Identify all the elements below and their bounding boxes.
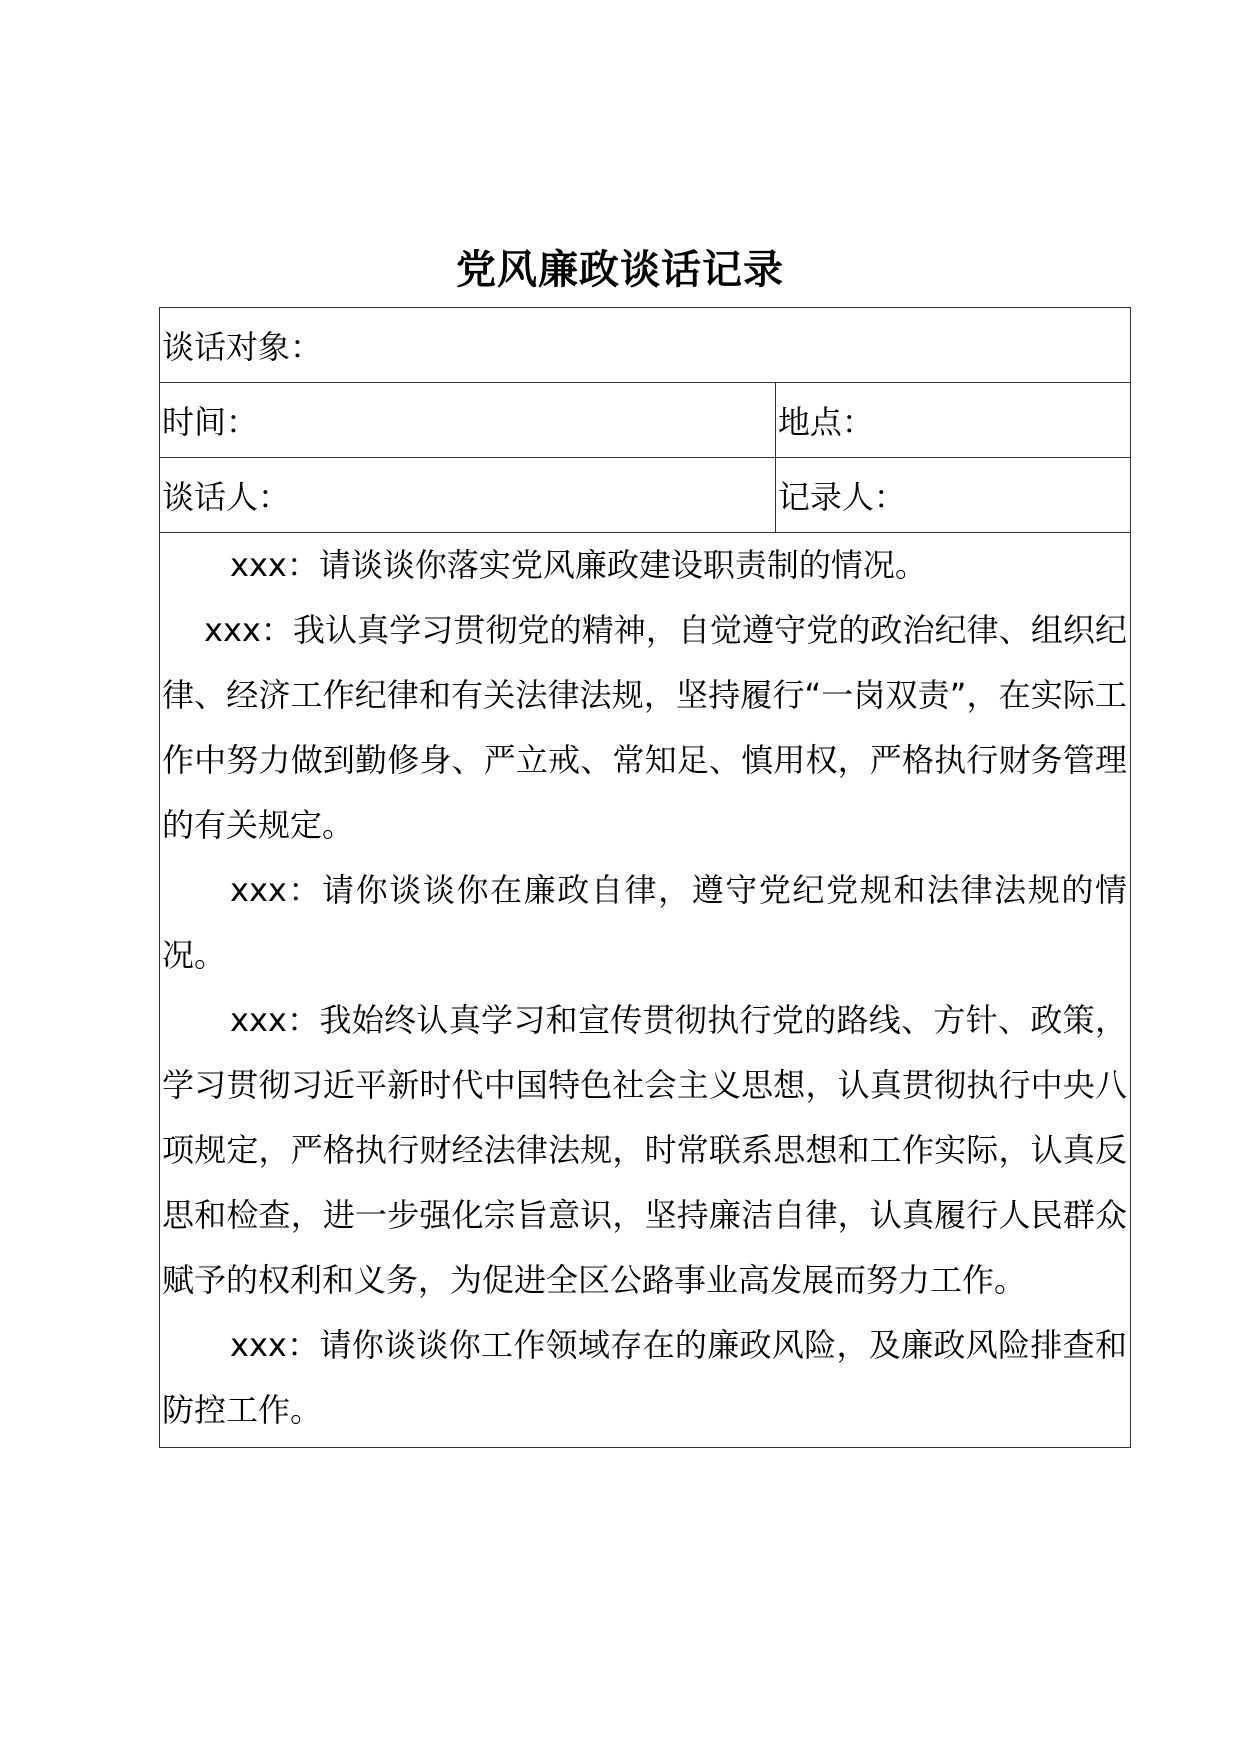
question-paragraph-2: xxx：请你谈谈你在廉政自律，遵守党纪党规和法律法规的情况。: [162, 871, 1127, 974]
interviewer-field[interactable]: 谈话人：: [160, 458, 776, 533]
transcript-cell[interactable]: [160, 533, 1131, 1448]
subject-row: [160, 308, 1131, 383]
question-paragraph-3: xxx：请你谈谈你工作领域存在的廉政风险，及廉政风险排查和防控工作。: [162, 1326, 1127, 1429]
interviewer-recorder-row: [160, 458, 1131, 533]
transcript-row: [160, 533, 1131, 1448]
record-table: [159, 307, 1131, 1448]
question-paragraph-1: xxx：请谈谈你落实党风廉政建设职责制的情况。: [230, 546, 927, 584]
recorder-field[interactable]: 记录人：: [775, 458, 1130, 533]
location-field[interactable]: 地点：: [775, 383, 1130, 458]
time-location-row: [160, 383, 1131, 458]
answer-paragraph-2: xxx：我始终认真学习和宣传贯彻执行党的路线、方针、政策，学习贯彻习近平新时代中国特色社会主义思想，认真贯彻执行中央八项规定，严格执行财经法律法规，时常联系思想和工作实际，认真反思和检查，进一步强化宗旨意识，坚持廉洁自律，认真履行人民群众赋予的权利和义务，为促进全区公路事业高发展而努力工作。: [162, 1001, 1127, 1299]
answer-paragraph-1: xxx：我认真学习贯彻党的精神，自觉遵守党的政治纪律、组织纪律、经济工作纪律和有关法律法规，坚持履行“一岗双责”，在实际工作中努力做到勤修身、严立戒、常知足、慎用权，严格执行财务管理的有关规定。: [162, 611, 1127, 844]
subject-field[interactable]: 谈话对象：: [160, 308, 1131, 383]
document-title: 党风廉政谈话记录: [456, 247, 784, 293]
time-field[interactable]: 时间：: [160, 383, 776, 458]
